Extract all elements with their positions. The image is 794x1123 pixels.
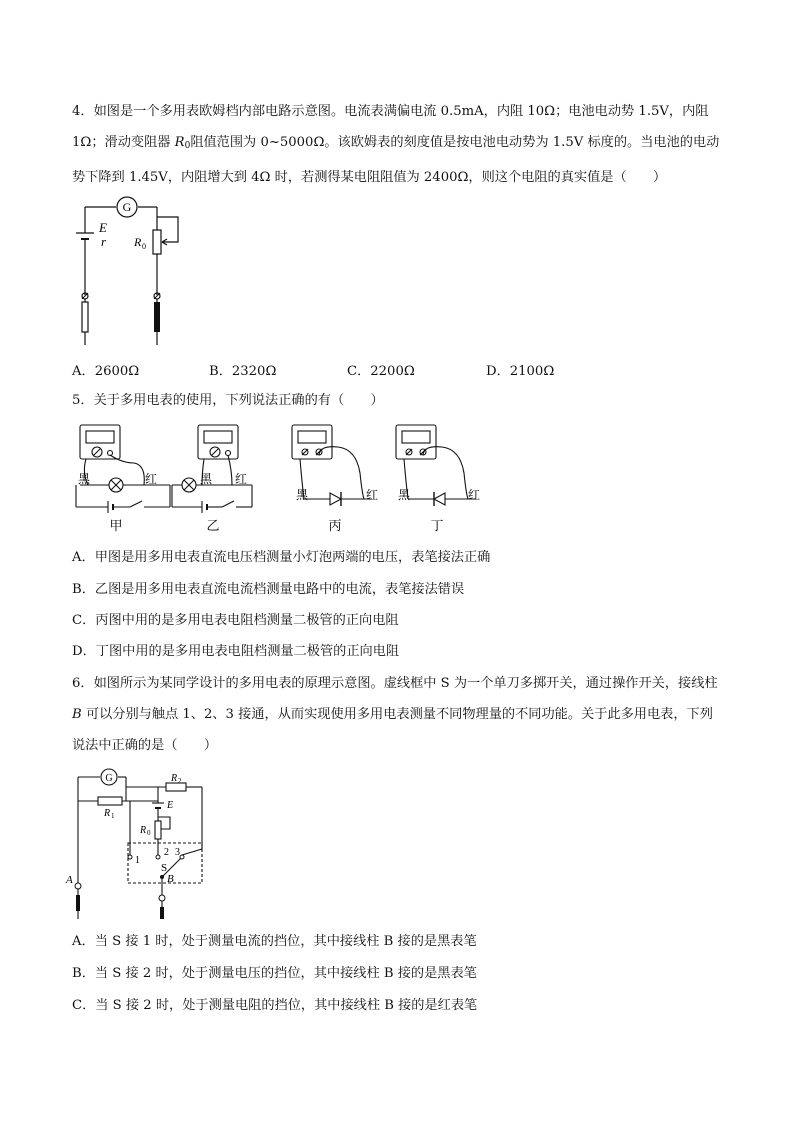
q6-stem-part2: 可以分别与触点 1、2、3 接通，从而实现使用多用电表测量不同物理量的不同功能。关于此多用电表，下列说法中正确的是（ ） — [72, 707, 713, 753]
q5-jia-black-label: 黑 — [78, 472, 91, 486]
q4-stem-part2: 阻值范围为 0~5000Ω。该欧姆表的刻度值是按电池电动势为 1.5V 标度的。当电池的电动势下降到 1.45V，内阻增大到 4Ω 时，若测得某电阻阻值为 2400Ω，则这个电阻的真实值是（ ） — [72, 135, 720, 185]
q6-circuit-figure — [66, 767, 210, 919]
q5-jia-caption: 甲 — [109, 518, 123, 533]
q5-option-a[interactable]: A．甲图是用多用电表直流电压档测量小灯泡两端的电压，表笔接法正确 — [72, 550, 491, 565]
q5-option-b[interactable]: B．乙图是用多用电表直流电流档测量电路中的电流，表笔接法错误 — [72, 582, 465, 597]
q4-stem — [72, 96, 722, 193]
q4-fig-rheostat-sub: 0 — [142, 242, 146, 251]
q5-bing-red-label: 红 — [366, 488, 379, 502]
q6-fig-r1-sub: 1 — [111, 812, 115, 820]
q4-option-a[interactable]: A．2600Ω — [72, 364, 140, 379]
q4-stem-r0: R — [174, 135, 185, 150]
q6-stem — [72, 668, 722, 761]
q6-fig-terminal-a: A — [66, 874, 73, 886]
q5-figure-jia — [72, 423, 172, 535]
q5-ding-red-label: 红 — [468, 488, 481, 502]
q5-jia-red-label: 红 — [145, 472, 158, 486]
q6-option-c[interactable]: C．当 S 接 2 时，处于测量电阻的挡位，其中接线柱 B 接的是红表笔 — [72, 998, 478, 1013]
q6-fig-contact-1: 1 — [135, 855, 140, 866]
q6-fig-r2-sub: 2 — [178, 777, 182, 785]
q6-fig-emf: E — [167, 800, 174, 811]
q4-circuit-figure — [70, 195, 190, 345]
q5-figure-ding — [394, 423, 489, 535]
q5-figure-bing — [290, 423, 385, 535]
q5-option-d[interactable]: D．丁图中用的是多用电表电阻档测量二极管的正向电阻 — [72, 644, 400, 659]
q5-yi-red-label: 红 — [235, 472, 248, 486]
q4-option-d[interactable]: D．2100Ω — [486, 364, 555, 379]
q5-bing-caption: 丙 — [328, 518, 342, 533]
q5-yi-caption: 乙 — [206, 518, 220, 533]
q6-fig-r0: R — [140, 825, 147, 836]
q6-fig-r2: R — [171, 773, 178, 784]
q6-option-b[interactable]: B．当 S 接 2 时，处于测量电压的挡位，其中接线柱 B 接的是黑表笔 — [72, 966, 477, 981]
q4-stem-part1: 4．如图是一个多用表欧姆档内部电路示意图。电流表满偏电流 0.5mA，内阻 10Ω；电池电动势 1.5V，内阻 1Ω；滑动变阻器 — [72, 104, 709, 150]
q4-fig-rheostat: R — [134, 235, 142, 249]
q4-stem-r0-sub: 0 — [184, 141, 191, 151]
q6-option-a[interactable]: A．当 S 接 1 时，处于测量电流的挡位，其中接线柱 B 接的是黑表笔 — [72, 934, 477, 949]
q4-fig-internal-r: r — [101, 234, 107, 249]
q6-fig-contact-2: 2 — [164, 847, 169, 858]
q5-ding-black-label: 黑 — [398, 488, 411, 502]
q5-figure-yi — [172, 423, 267, 535]
q5-yi-black-label: 黑 — [200, 472, 213, 486]
q6-stem-b-var: B — [72, 707, 82, 722]
q6-fig-r0-sub: 0 — [147, 829, 151, 837]
q5-option-c[interactable]: C．丙图中用的是多用电表电阻档测量二极管的正向电阻 — [72, 613, 399, 628]
q6-fig-switch: S — [161, 862, 168, 874]
q5-ding-caption: 丁 — [430, 518, 444, 533]
q6-fig-terminal-b: B — [167, 873, 174, 885]
q6-fig-r1: R — [104, 808, 111, 819]
q4-fig-emf: E — [99, 220, 107, 235]
q5-stem: 5．关于多用电表的使用，下列说法正确的有（ ） — [72, 393, 384, 408]
q6-fig-contact-3: 3 — [175, 847, 180, 858]
q5-bing-black-label: 黑 — [296, 488, 309, 502]
q4-option-b[interactable]: B．2320Ω — [209, 364, 277, 379]
q4-fig-meter: G — [122, 200, 132, 214]
q4-option-c[interactable]: C．2200Ω — [347, 364, 415, 379]
q6-fig-meter: G — [105, 773, 113, 784]
q6-stem-part1: 6．如图所示为某同学设计的多用电表的原理示意图。虚线框中 S 为一个单刀多掷开关，通过操作开关，接线柱 — [72, 676, 718, 691]
